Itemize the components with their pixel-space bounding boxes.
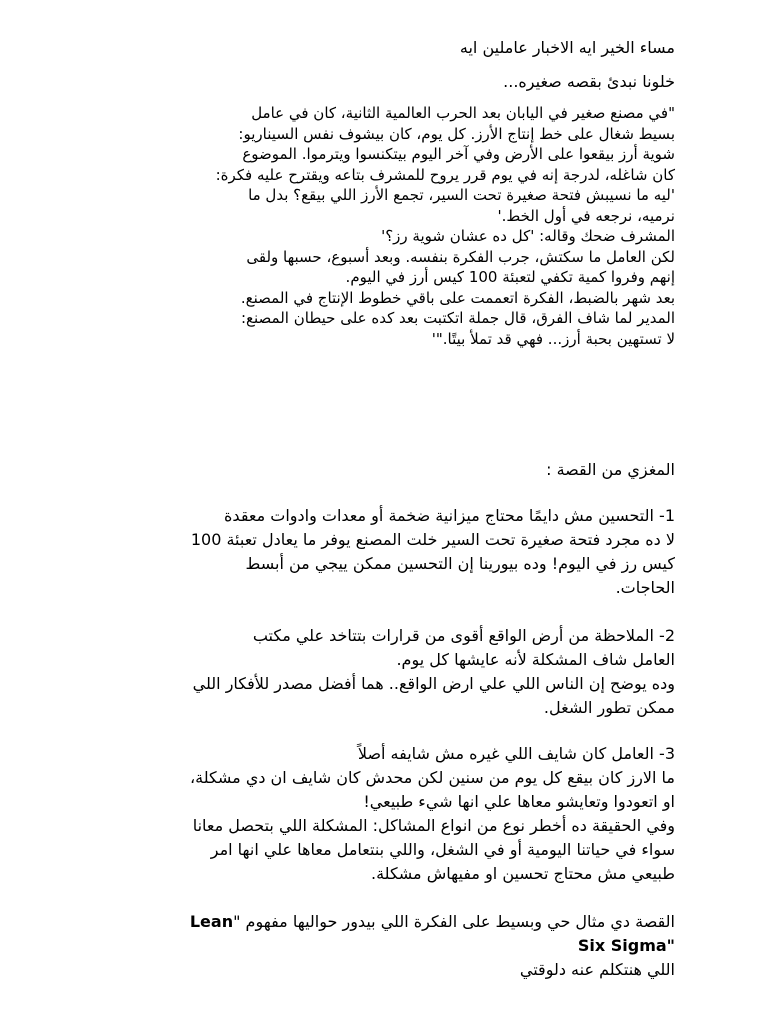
story-line: لكن العامل ما سكتش، جرب الفكرة بنفسه. وبعد أسبوع، حسبها ولقى — [246, 247, 675, 266]
story-line: بسيط شغال على خط إنتاج الأرز. كل يوم، كان بيشوف نفس السيناريو: — [238, 124, 675, 143]
story-line: إنهم وفروا كمية تكفي لتعبئة 100 كيس أرز في اليوم. — [345, 268, 675, 286]
moral-heading: المغزي من القصة : — [546, 460, 675, 479]
story-paragraph — [88, 103, 675, 349]
story-line: شوية أرز بيقعوا على الأرض وفي آخر اليوم بيتكنسوا ويترموا. الموضوع — [242, 145, 675, 163]
point-line: كيس رز في اليوم! وده بيورينا إن التحسين ممكن ييجي من أبسط — [245, 554, 675, 573]
greeting-line: مساء الخير ايه الاخبار عاملين ايه — [459, 38, 675, 57]
point-line: ممكن تطور الشغل. — [543, 698, 675, 717]
story-line: لا تستهين بحبة أرز... فهي قد تملأ بيتًا."' — [431, 329, 675, 348]
point-line: 3- العامل كان شايف اللي غيره مش شايفه أصلاً — [357, 744, 675, 763]
moral-point-1 — [98, 504, 675, 600]
story-line: نرميه، نرجعه في أول الخط.' — [497, 206, 675, 225]
point-line: لا ده مجرد فتحة صغيرة تحت السير خلت المصنع يوفر ما يعادل تعبئة 100 — [190, 530, 675, 549]
moral-point-3 — [98, 742, 675, 886]
intro-line: خلونا نبدئ بقصه صغيره... — [503, 72, 675, 91]
point-line: او اتعودوا وتعايشو معاها علي انها شيء طبيعي! — [363, 792, 675, 811]
story-line: المشرف ضحك وقاله: 'كل ده عشان شوية رز؟' — [381, 227, 675, 245]
point-line: طبيعي مش محتاج تحسين او مفيهاش مشكلة. — [370, 864, 675, 883]
moral-point-2 — [98, 624, 675, 720]
conclusion-text: القصة دي مثال حي وبسيط على الفكرة اللي بيدور حواليها مفهوم " — [233, 912, 675, 931]
point-line: 2- الملاحظة من أرض الواقع أقوى من قرارات بتتاخد علي مكتب — [252, 626, 675, 645]
story-line: 'ليه ما نسيبش فتحة صغيرة تحت السير، تجمع الأرز اللي بيقع؟ بدل ما — [248, 186, 675, 204]
conclusion-paragraph — [98, 910, 675, 982]
lean-term: Lean — [189, 912, 234, 931]
point-line: سواء في حياتنا اليومية أو في الشغل، واللي بنتعامل معاها علي انها امر — [210, 840, 675, 859]
conclusion-line-3: اللي هنتكلم عنه دلوقتي — [519, 960, 675, 979]
document-page — [80, 0, 675, 1024]
conclusion-line-1 — [98, 910, 675, 934]
point-line: وفي الحقيقة ده أخطر نوع من انواع المشاكل: المشكلة اللي بتحصل معانا — [192, 816, 675, 835]
point-line: ما الارز كان بيقع كل يوم من سنين لكن محدش كان شايف ان دي مشكلة، — [190, 768, 675, 787]
point-line: 1- التحسين مش دايمًا محتاج ميزانية ضخمة أو معدات وادوات معقدة — [224, 506, 675, 525]
story-line: "في مصنع صغير في اليابان بعد الحرب العالمية الثانية، كان في عامل — [251, 104, 675, 122]
story-line: كان شاغله، لدرجة إنه في يوم قرر يروح للمشرف بتاعه ويقترح عليه فكرة: — [215, 165, 675, 184]
story-line: بعد شهر بالضبط، الفكرة اتعممت على باقي خطوط الإنتاج في المصنع. — [240, 288, 675, 307]
story-line: المدير لما شاف الفرق، قال جملة اتكتبت بعد كده على حيطان المصنع: — [240, 309, 675, 327]
point-line: الحاجات. — [615, 578, 675, 597]
six-sigma-term: "Six Sigma — [577, 936, 675, 955]
point-line: العامل شاف المشكلة لأنه عايشها كل يوم. — [396, 650, 675, 669]
point-line: وده يوضح إن الناس اللي علي ارض الواقع.. هما أفضل مصدر للأفكار اللي — [192, 674, 675, 693]
